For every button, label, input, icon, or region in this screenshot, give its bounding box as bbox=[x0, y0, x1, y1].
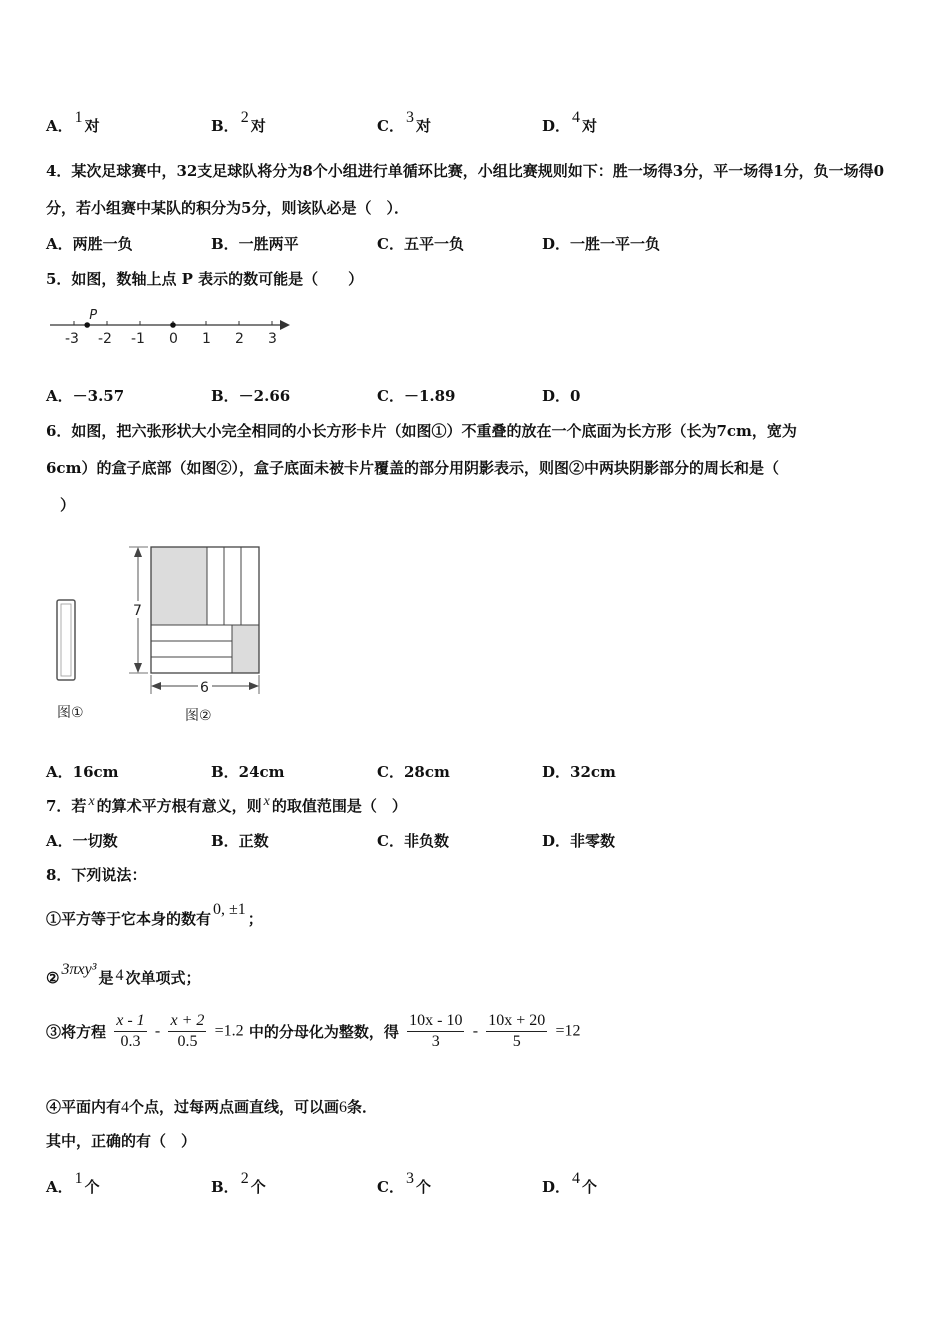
q8-statement-4: ④平面内有4个点，过每两点画直线，可以画6条． bbox=[46, 1098, 378, 1116]
q8-ask: 其中，正确的有（ ） bbox=[46, 1132, 197, 1150]
fraction-2: $\frac{x + 2}{0.5}$ bbox=[170, 1012, 205, 1050]
q5-option-b[interactable]: B．－2.66 bbox=[211, 387, 291, 405]
q4-option-b[interactable]: B．一胜两平 bbox=[211, 235, 299, 253]
tick-label: 2 bbox=[235, 331, 244, 347]
q6-question-line3: ） bbox=[60, 496, 76, 514]
q6-question-line2: 6cm）的盒子底部（如图②），盒子底面未被卡片覆盖的部分用阴影表示，则图②中两块阴影部分的周长和是（ bbox=[46, 459, 779, 477]
q8-option-b[interactable]: B． 2 个 bbox=[211, 1170, 266, 1196]
origin-dot bbox=[170, 322, 176, 328]
tick-label: -1 bbox=[131, 331, 145, 347]
q3-option-d[interactable]: D． 4 对 bbox=[542, 109, 598, 135]
tick-label: 0 bbox=[169, 331, 178, 347]
tick-label: 3 bbox=[268, 331, 277, 347]
fraction-1: $\frac{x - 1}{0.3}$ bbox=[116, 1012, 145, 1050]
q4-option-d[interactable]: D．一胜一平一负 bbox=[542, 235, 661, 253]
tick-label: -2 bbox=[98, 331, 112, 347]
q7-option-b[interactable]: B．正数 bbox=[211, 832, 269, 850]
dim-h-arrow-bottom bbox=[134, 663, 142, 673]
fraction-3: $\frac{10x - 10}{3}$ bbox=[409, 1012, 463, 1050]
q6-option-d[interactable]: D．32cm bbox=[542, 763, 616, 781]
q8-statement-2: ② 3πxy³ 是 4 次单项式； bbox=[46, 961, 201, 987]
fig1-card bbox=[57, 600, 75, 680]
q3-option-a[interactable]: A． 1 对 bbox=[46, 109, 100, 135]
number-line-arrow bbox=[280, 320, 290, 330]
q7-option-c[interactable]: C．非负数 bbox=[377, 832, 449, 850]
fig1-card-inner bbox=[61, 604, 71, 676]
q8-option-d[interactable]: D． 4 个 bbox=[542, 1170, 598, 1196]
q7-option-d[interactable]: D．非零数 bbox=[542, 832, 616, 850]
fig2-shade-bottom bbox=[232, 625, 259, 673]
q8-option-c[interactable]: C． 3 个 bbox=[377, 1170, 431, 1196]
point-p-dot bbox=[84, 322, 90, 328]
point-p-label: P bbox=[89, 308, 98, 323]
fig2-shade-top bbox=[151, 547, 207, 625]
dim-height-label: 7 bbox=[133, 603, 142, 619]
q5-option-a[interactable]: A．－3.57 bbox=[46, 387, 125, 405]
q8-statement-1: ①平方等于它本身的数有0, ±1； bbox=[46, 901, 263, 928]
q6-option-b[interactable]: B．24cm bbox=[211, 763, 285, 781]
q5-option-d[interactable]: D．0 bbox=[542, 387, 581, 405]
q3-option-b[interactable]: B． 2 对 bbox=[211, 109, 266, 135]
q8-option-a[interactable]: A． 1 个 bbox=[46, 1170, 100, 1196]
q4-option-c[interactable]: C．五平一负 bbox=[377, 235, 464, 253]
tick-label: -3 bbox=[65, 331, 79, 347]
fraction-4: $\frac{10x + 20}{5}$ bbox=[488, 1012, 546, 1050]
q7-question: 7．若 x 的算术平方根有意义，则 x 的取值范围是（ ） bbox=[46, 794, 407, 815]
q7-option-a[interactable]: A．一切数 bbox=[46, 832, 118, 850]
dim-w-arrow-left bbox=[151, 682, 161, 690]
q6-figures bbox=[40, 535, 280, 730]
dim-width-label: 6 bbox=[200, 680, 209, 696]
q4-option-a[interactable]: A．两胜一负 bbox=[46, 235, 133, 253]
fig1-caption: 图① bbox=[57, 705, 84, 721]
q6-question-line1: 6．如图，把六张形状大小完全相同的小长方形卡片（如图①）不重叠的放在一个底面为长方形（长为7cm，宽为 bbox=[46, 422, 797, 440]
number-line-figure bbox=[40, 300, 300, 352]
q3-option-c[interactable]: C． 3 对 bbox=[377, 109, 431, 135]
dim-h-arrow-top bbox=[134, 547, 142, 557]
tick-label: 1 bbox=[202, 331, 211, 347]
q8-statement-3: ③将方程 $\frac{x - 1}{0.3}$ - $\frac{x + 2}{0.5}$ =1.2 中的分母化为整数，得 $\frac{10x - 10}{3}$ - $\frac{10x + 20}{5}$ =12 bbox=[46, 1012, 581, 1050]
dim-w-arrow-right bbox=[249, 682, 259, 690]
q5-question: 5．如图，数轴上点 P 表示的数可能是（ ） bbox=[46, 270, 364, 288]
q6-option-a[interactable]: A．16cm bbox=[46, 763, 119, 781]
fig2-caption: 图② bbox=[185, 708, 212, 724]
q5-option-c[interactable]: C．－1.89 bbox=[377, 387, 456, 405]
q8-intro: 8．下列说法： bbox=[46, 866, 147, 884]
q6-option-c[interactable]: C．28cm bbox=[377, 763, 450, 781]
q4-question: 4．某次足球赛中，32支足球队将分为8个小组进行单循环比赛，小组比赛规则如下：胜一场得3分，平一场得1分，负一场得0分，若小组赛中某队的积分为5分，则该队必是（ ）． bbox=[46, 162, 885, 217]
